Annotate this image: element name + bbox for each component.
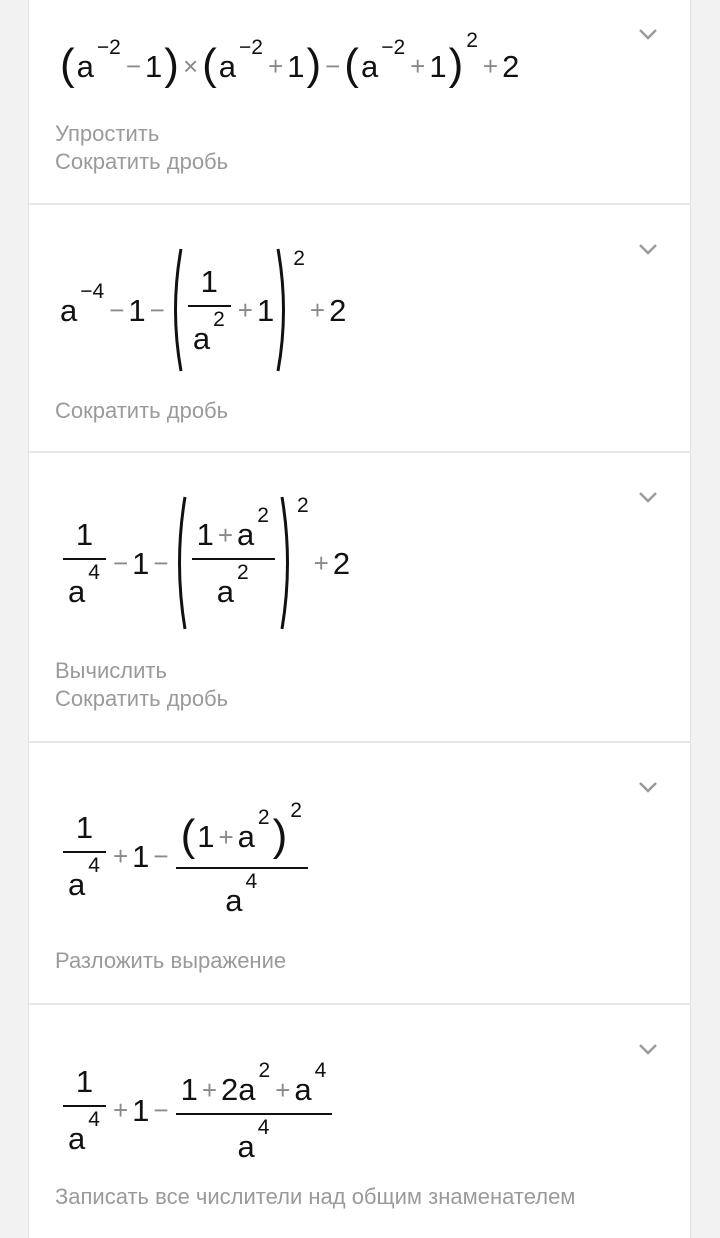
math-expression (59, 245, 347, 375)
denominator (212, 560, 255, 607)
step-actions (55, 1183, 575, 1211)
exponent: 2 (290, 799, 302, 822)
operator: − (153, 1095, 169, 1125)
math-expression (59, 28, 520, 89)
math-expression (59, 493, 351, 633)
variable: a (225, 882, 243, 918)
exponent: 2 (237, 561, 249, 584)
operator: + (112, 1095, 129, 1125)
exponent: 2 (466, 28, 478, 52)
operator: + (112, 841, 129, 871)
numerator (192, 504, 275, 558)
exponent: 4 (257, 1116, 270, 1139)
paren-close: ) (164, 40, 179, 89)
fraction (172, 1058, 337, 1162)
operator: − (325, 51, 341, 81)
number: 1 (132, 545, 150, 581)
chevron-down-icon[interactable] (638, 777, 658, 797)
exponent: 4 (245, 869, 258, 893)
solution-step-5[interactable] (29, 1005, 690, 1238)
exponent: 2 (258, 1059, 271, 1082)
solution-steps-panel (28, 0, 691, 1238)
operator: − (109, 295, 125, 325)
variable: a (237, 819, 255, 854)
solution-step-1[interactable] (29, 0, 690, 205)
numerator (71, 519, 98, 558)
operator: + (217, 519, 233, 550)
variable: a (68, 867, 86, 902)
paren-open: ( (60, 40, 75, 89)
chevron-down-icon[interactable] (638, 239, 658, 259)
number: 2 (329, 292, 347, 328)
number: 1 (256, 292, 275, 328)
fraction (59, 1066, 110, 1154)
denominator (220, 869, 263, 916)
operator: + (237, 295, 253, 325)
chevron-down-icon[interactable] (638, 1039, 658, 1059)
fraction (188, 504, 279, 609)
solution-step-3[interactable] (29, 453, 690, 743)
operator: + (218, 821, 234, 852)
number: 1 (200, 264, 218, 299)
paren-close: ) (448, 40, 464, 89)
number: 1 (75, 810, 94, 845)
variable: a (192, 321, 211, 356)
variable: a (360, 48, 379, 84)
operator: − (125, 51, 142, 81)
exponent: 2 (293, 246, 305, 270)
exponent: −4 (80, 279, 105, 303)
step-actions (55, 657, 228, 713)
numerator (176, 797, 308, 867)
action-simplify[interactable]: Упростить (55, 121, 160, 146)
action-expand-expression[interactable]: Разложить выражение (55, 948, 287, 973)
operator: − (149, 295, 165, 325)
number: 1 (75, 517, 94, 552)
operator: + (268, 51, 284, 81)
variable: a (294, 1072, 312, 1107)
exponent: 4 (88, 1108, 100, 1131)
operator: × (182, 51, 199, 81)
paren-open (172, 493, 188, 633)
exponent: 4 (88, 561, 100, 584)
step-actions (55, 947, 286, 975)
variable: a (68, 1121, 86, 1156)
action-reduce-fraction[interactable]: Сократить дробь (55, 398, 229, 423)
variable: a (76, 48, 94, 84)
operator: + (309, 295, 326, 325)
exponent: 4 (314, 1059, 327, 1082)
numerator (176, 1058, 333, 1113)
operator: − (153, 548, 169, 578)
math-expression (59, 781, 312, 931)
chevron-down-icon[interactable] (638, 24, 658, 44)
exponent: −2 (96, 35, 121, 59)
number: 1 (180, 1072, 198, 1107)
number: 1 (128, 292, 146, 328)
number: 1 (197, 819, 215, 854)
number: 1 (287, 48, 305, 84)
variable: a (216, 574, 235, 609)
operator: − (153, 841, 169, 871)
operator: + (313, 548, 329, 578)
variable: a (218, 48, 237, 84)
paren-open: ( (180, 810, 196, 860)
action-evaluate[interactable]: Вычислить (55, 658, 167, 683)
exponent: 2 (257, 806, 270, 829)
paren-close: ) (272, 810, 288, 860)
numerator (71, 1066, 98, 1105)
action-reduce-fraction[interactable]: Сократить дробь (55, 686, 229, 711)
denominator (63, 853, 106, 900)
chevron-down-icon[interactable] (638, 487, 658, 507)
term: 2a (221, 1072, 256, 1107)
variable: a (237, 1129, 255, 1164)
number: 2 (332, 545, 351, 581)
paren-open (168, 245, 184, 375)
denominator (232, 1115, 275, 1162)
action-reduce-fraction[interactable]: Сократить дробь (55, 149, 229, 174)
number: 1 (145, 48, 163, 84)
denominator (188, 307, 231, 354)
solution-step-4[interactable] (29, 743, 690, 1005)
number: 1 (75, 1064, 94, 1099)
exponent: 2 (257, 504, 269, 527)
number: 1 (196, 517, 214, 552)
exponent: 4 (88, 854, 100, 877)
fraction (184, 266, 235, 354)
number: 2 (502, 48, 520, 84)
paren-open: ( (202, 40, 217, 89)
number: 1 (132, 1092, 150, 1128)
math-expression (59, 1045, 336, 1175)
fraction (172, 797, 312, 916)
fraction (59, 812, 110, 900)
operator: + (482, 51, 499, 81)
paren-close (275, 245, 291, 375)
action-common-denominator[interactable]: Записать все числители над общим знаменателем (55, 1184, 576, 1209)
numerator (71, 812, 98, 851)
variable: a (60, 292, 78, 328)
operator: + (410, 51, 426, 81)
exponent: −2 (381, 35, 406, 59)
number: 1 (429, 48, 447, 84)
fraction (59, 519, 110, 607)
denominator (63, 560, 106, 607)
variable: a (237, 517, 255, 552)
operator: + (201, 1074, 217, 1105)
step-actions (55, 120, 228, 176)
number: 1 (132, 838, 150, 874)
exponent: −2 (239, 35, 263, 59)
numerator (196, 266, 223, 305)
operator: − (112, 548, 129, 578)
step-actions (55, 397, 228, 425)
paren-close (279, 493, 295, 633)
exponent: 2 (296, 493, 309, 517)
operator: + (275, 1074, 291, 1105)
variable: a (68, 574, 86, 609)
paren-open: ( (344, 40, 359, 89)
exponent: 2 (213, 308, 225, 331)
paren-close: ) (306, 40, 322, 89)
denominator (63, 1107, 106, 1154)
solution-step-2[interactable] (29, 205, 690, 453)
